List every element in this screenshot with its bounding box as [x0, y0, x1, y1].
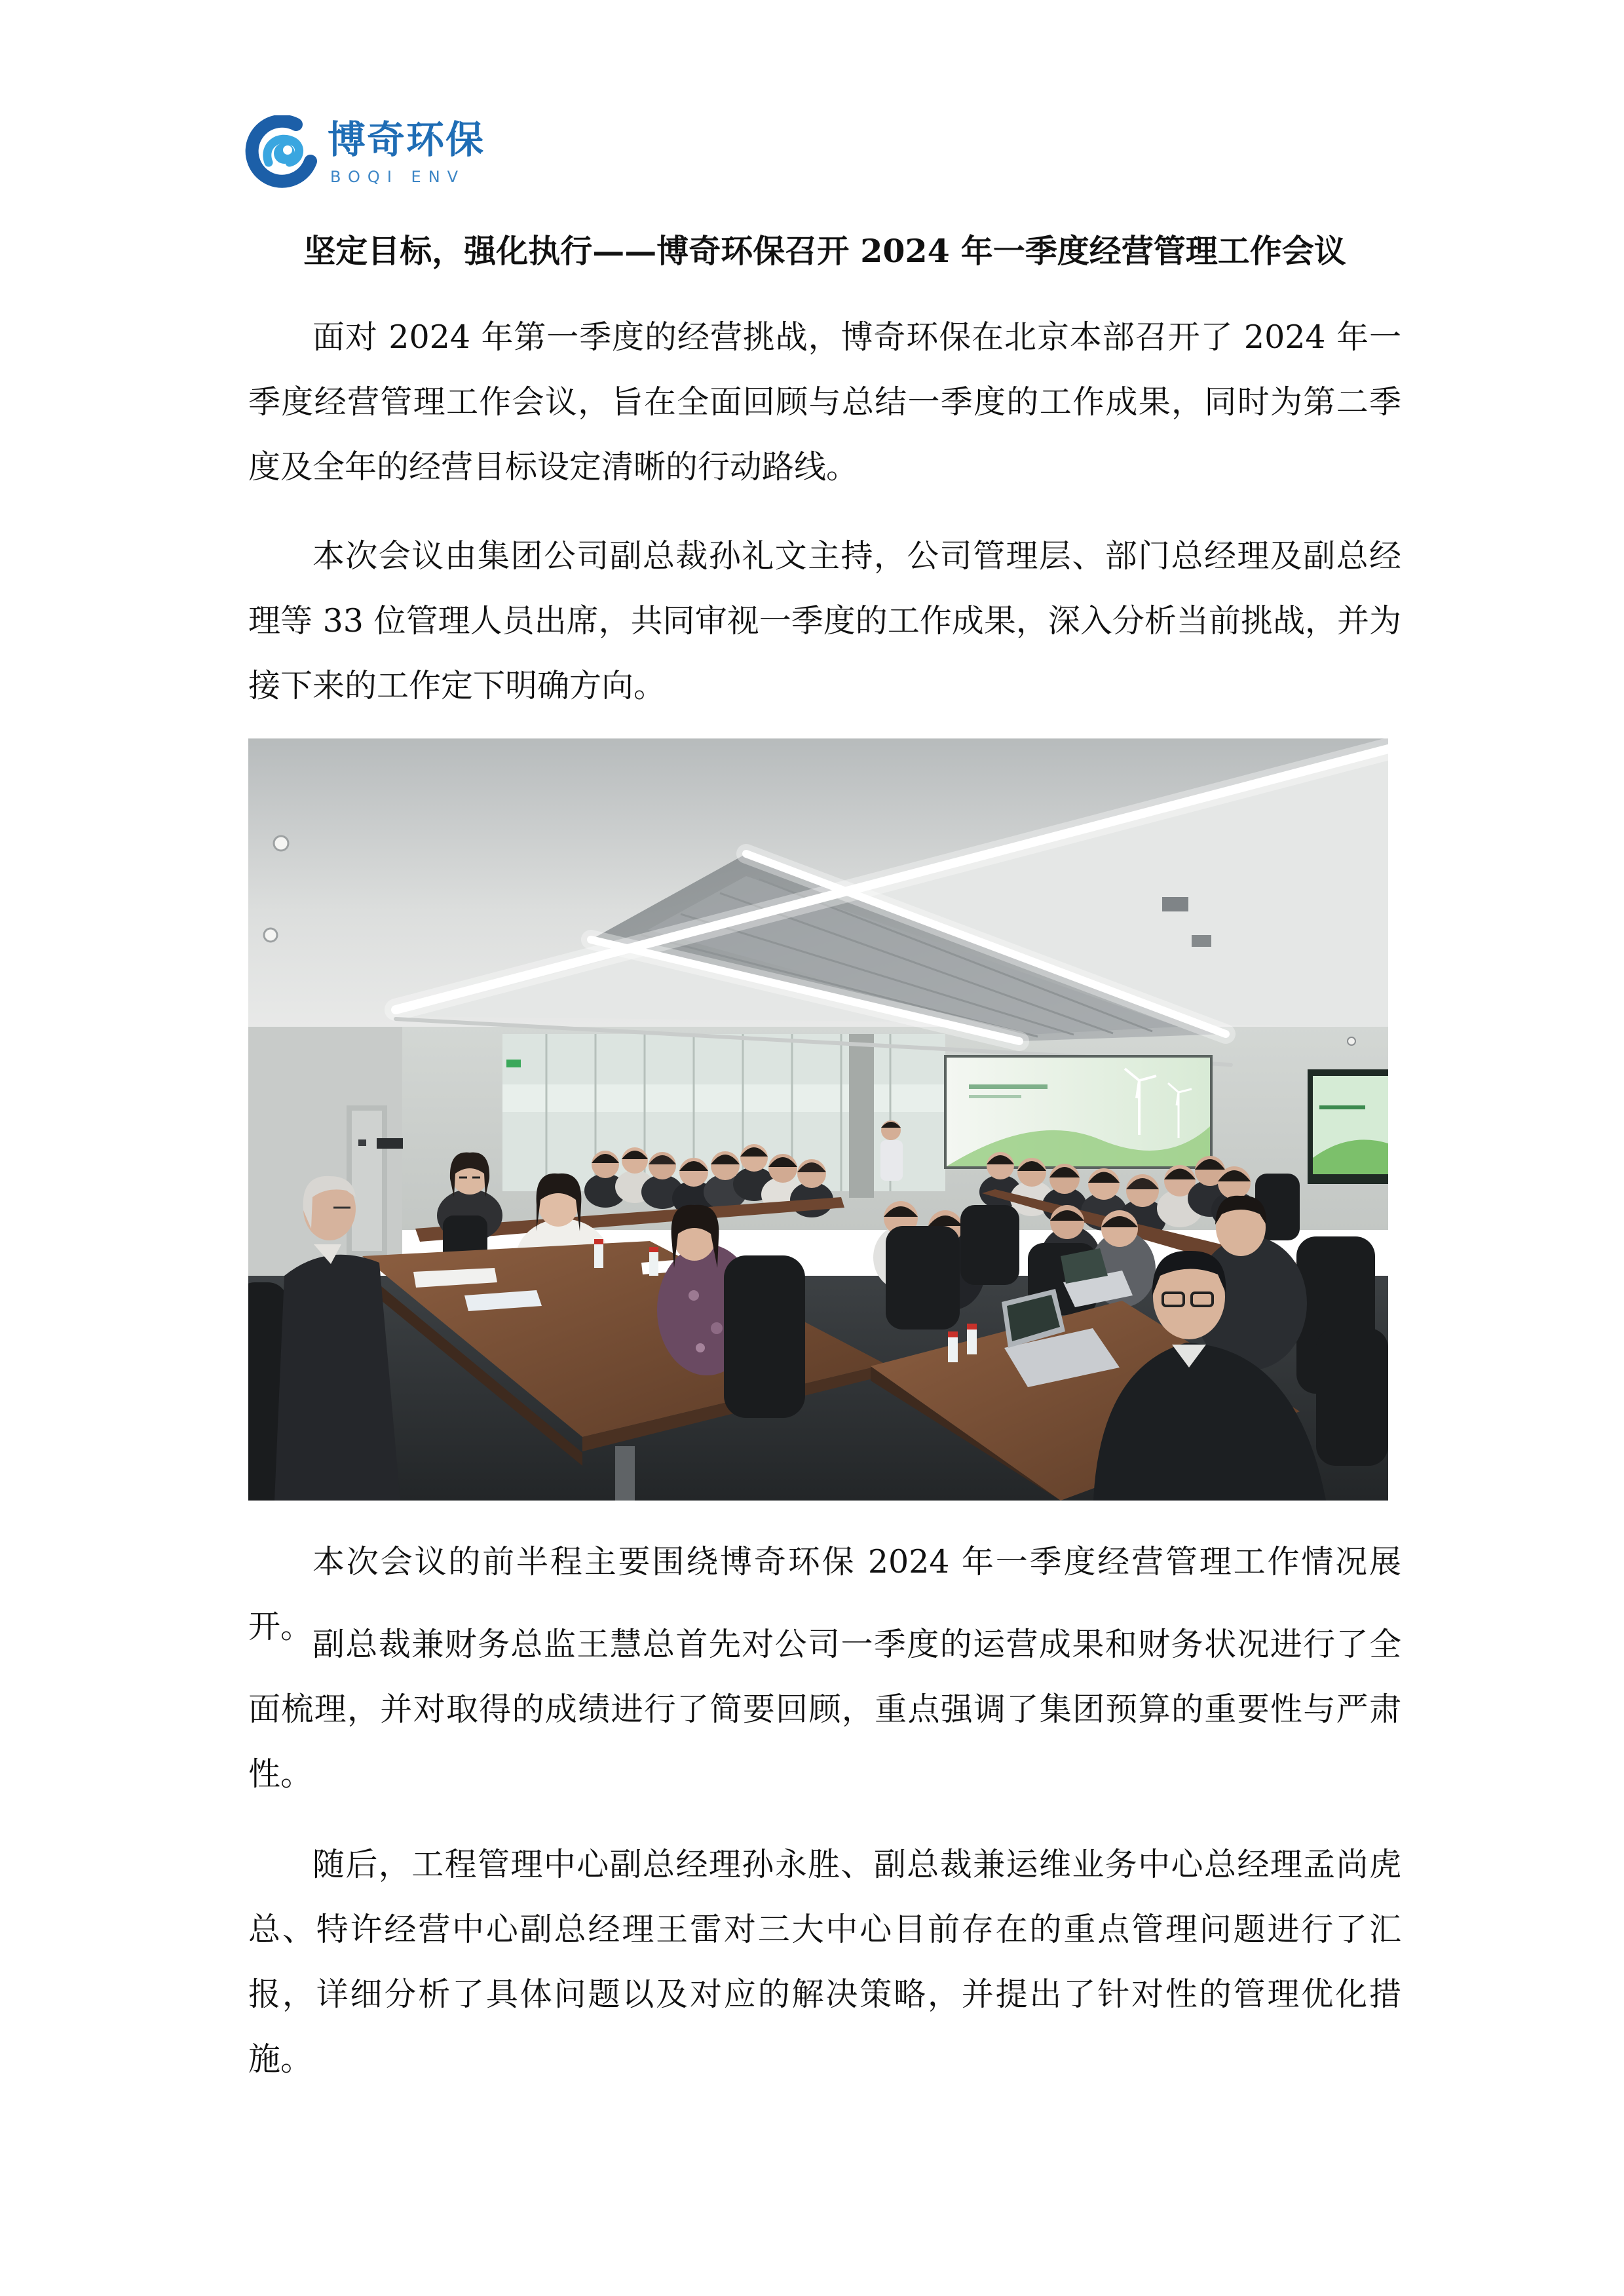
side-screen — [1308, 1069, 1388, 1184]
presenter — [880, 1120, 903, 1181]
water-swirl-logo-icon — [244, 115, 317, 189]
water-bottle — [649, 1247, 658, 1276]
chair — [960, 1205, 1019, 1285]
chair — [886, 1226, 960, 1330]
meeting-photo — [248, 738, 1388, 1501]
water-bottle — [948, 1331, 958, 1362]
water-bottle — [594, 1239, 603, 1268]
downlight — [264, 928, 277, 942]
article-title: 坚定目标，强化执行——博奇环保召开 2024 年一季度经营管理工作会议 — [303, 232, 1346, 270]
company-logo — [244, 115, 519, 194]
presentation-screen — [945, 1056, 1211, 1168]
column — [849, 1034, 874, 1198]
chair — [1316, 1328, 1388, 1466]
water-bottle — [967, 1324, 977, 1354]
article-paragraph: 本次会议由集团公司副总裁孙礼文主持，公司管理层、部门总经理及副总经理等 33 位管理人员出席，共同审视一季度的工作成果，深入分析当前挑战，并为接下来的工作定下明确方向。 — [248, 537, 1401, 704]
exit-sign — [506, 1060, 521, 1067]
article-paragraph: 面对 2024 年第一季度的经营挑战，博奇环保在北京本部召开了 2024 年一季度经营管理工作会议，旨在全面回顾与总结一季度的工作成果，同时为第二季度及全年的经营目标设定清晰的行动路线。 — [248, 318, 1401, 486]
article-paragraph: 本次会议的前半程主要围绕博奇环保 2024 年一季度经营管理工作情况展开。 — [248, 1543, 1401, 1645]
article-paragraph: 随后，工程管理中心副总经理孙永胜、副总裁兼运维业务中心总经理孟尚虎总、特许经营中心副总经理王雷对三大中心目前存在的重点管理问题进行了汇报，详细分析了具体问题以及对应的解决策略，并提出了针对性的管理优化措施。 — [248, 1846, 1401, 2078]
chair — [724, 1255, 805, 1418]
logo-name-cn: 博奇环保 — [328, 117, 485, 162]
article-paragraph: 副总裁兼财务总监王慧总首先对公司一季度的运营成果和财务状况进行了全面梳理，并对取得的成绩进行了简要回顾，重点强调了集团预算的重要性与严肃性。 — [248, 1626, 1401, 1793]
ceiling — [248, 738, 1388, 1065]
downlight — [274, 836, 288, 851]
logo-name-en: BOQI ENV — [330, 168, 466, 186]
